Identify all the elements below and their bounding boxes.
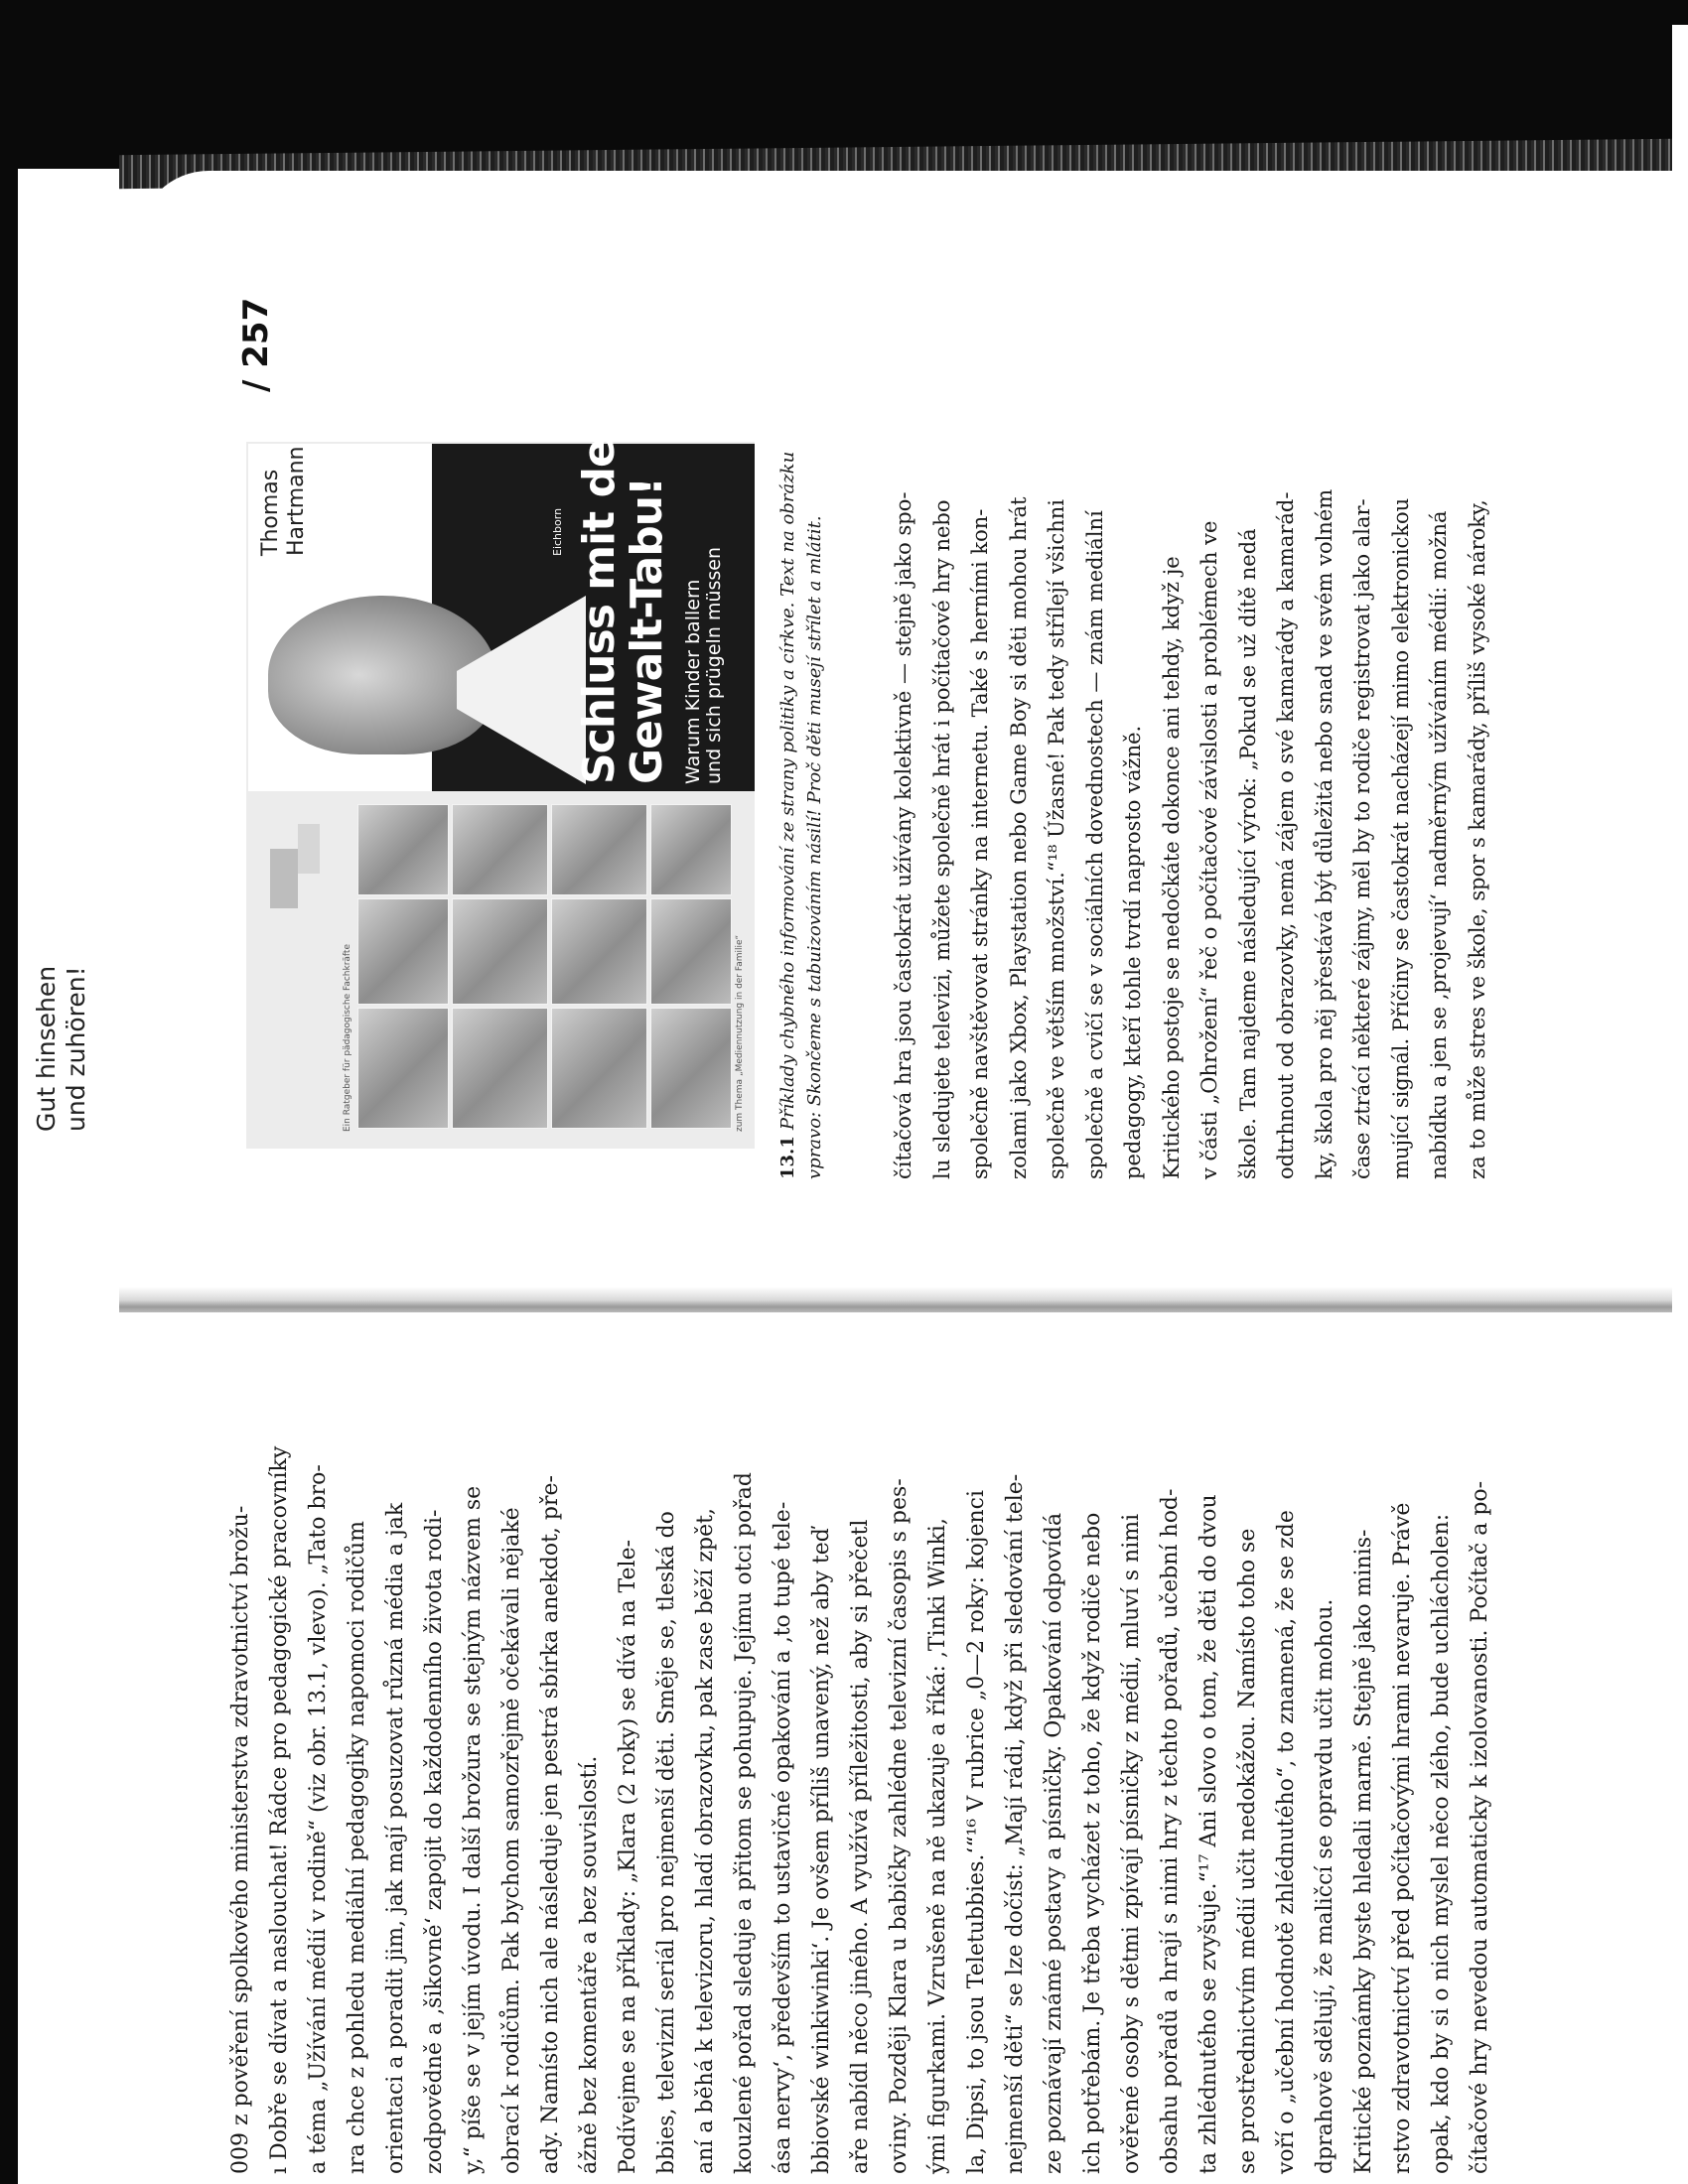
text-line: pedagogy, kteří tohle tvrdí naprosto vážně. — [1121, 725, 1145, 1179]
brochure-photo — [650, 1008, 732, 1129]
figure-caption — [779, 452, 833, 1179]
right-body-text — [894, 489, 1505, 1179]
scan-border-left — [0, 0, 18, 2184]
cover-title: Schluss mit dem Gewalt-Tabu! — [574, 394, 672, 784]
brochure-footer-text: zum Thema „Mediennutzung in der Familie“ — [735, 934, 745, 1132]
text-line: opak, kdo by si o nich myslel něco zlého, bude uchlácholen: — [1429, 1513, 1454, 2174]
brochure-photo — [452, 1008, 548, 1129]
cover-publisher-logo: Eichborn — [551, 507, 564, 556]
brochure-photo — [452, 804, 548, 895]
brochure-photo — [357, 898, 449, 1005]
brochure-photo — [357, 804, 449, 895]
text-line: čítačová hra jsou častokrát užívány kolektivně — stejně jako spo- — [892, 491, 915, 1179]
text-line: obrací k rodičům. Pak bychom samozřejmě očekávali nějaké — [499, 1507, 524, 2174]
text-line: bbiovské winkiwinki‘. Je ovšem příliš unavený, než aby teď — [809, 1528, 834, 2174]
text-line: ady. Namísto nich ale následuje jen pestrá sbírka anekdot, pře- — [538, 1475, 563, 2174]
scan-border-top — [0, 0, 1688, 25]
text-line: ta zhlédnutého se zvyšuje.“¹⁷ Ani slovo o tom, že děti do dvou — [1196, 1494, 1221, 2174]
text-line: za to může stres ve škole, spor s kamarády, příliš vysoké nároky, — [1465, 499, 1489, 1179]
text-line: společně navštěvovat stránky na internetu. Také s herními kon- — [968, 508, 992, 1179]
text-line: se prostřednictvím médií učit nedokážou. Namísto toho se — [1235, 1528, 1260, 2174]
text-line: čase ztrácí některé zájmy, měl by to rodiče registrovat jako alar- — [1350, 498, 1374, 1179]
text-line: ážně bez komentáře a bez souvislostí. — [577, 1755, 602, 2174]
cover-subtitle: Warum Kinder ballern und sich prügeln müssen — [682, 547, 725, 784]
caption-number: 13.1 — [777, 1136, 798, 1179]
text-line: voří o „učební hodnotě zhlédnutého“, to znamená, že se zde — [1274, 1510, 1299, 2174]
text-line: ky, škola pro něj přestává být důležitá nebo snad ve svém volném — [1312, 488, 1336, 1179]
text-line: společně ve větším množství.“¹⁸ Úžasné! Pak tedy střílejí všichni — [1045, 498, 1068, 1179]
brochure-photo — [551, 1008, 647, 1129]
text-line: ze poznávají známé postavy a písničky. Opakování odpovídá — [1042, 1512, 1066, 2174]
brochure-photo — [452, 898, 548, 1005]
text-line: společně a cvičí se v sociálních dovednostech — znám mediální — [1082, 510, 1107, 1179]
brochure-photo — [650, 898, 732, 1005]
text-line: Kritické poznámky byste hledali marně. Stejně jako minis- — [1351, 1529, 1376, 2174]
text-line: a téma „Užívání médií v rodině“ (viz obr. 13.1, vlevo). „Tato bro- — [306, 1464, 331, 2174]
text-line: rstvo zdravotnictví před počítačovými hrami nevaruje. Právě — [1390, 1502, 1415, 2174]
text-line: oviny. Později Klara u babičky zahlédne televizní časopis s pes- — [887, 1478, 912, 2174]
text-line: la, Dipsi, to jsou Teletubbies.‘“¹⁶ V rubrice „0—2 roky: kojenci — [964, 1489, 989, 2174]
brochure-logo — [270, 849, 298, 908]
text-line: nejmenší děti“ se lze dočíst: „Mají rádi, když při sledování tele- — [1003, 1473, 1028, 2174]
text-line: v části „Ohrožení“ řeč o počítačové závislosti a problémech ve — [1197, 520, 1221, 1179]
text-line: 009 z pověření spolkového ministerstva zdravotnictví brožu- — [228, 1505, 253, 2174]
text-line: Podívejme se na příklady: „Klara (2 roky) se dívá na Tele- — [616, 1539, 640, 2174]
text-line: aní a běhá k televizoru, hladí obrazovku, pak zase běží zpět, — [693, 1508, 718, 2174]
cover-author: Thomas Hartmann — [258, 446, 309, 556]
text-line: ich potřebám. Je třeba vycházet z toho, že když rodiče nebo — [1080, 1512, 1105, 2174]
text-line: aře nabídl něco jiného. A využívá příležitosti, aby si přečetl — [848, 1519, 873, 2174]
brochure-title: Gut hinsehen und zuhören! — [32, 965, 90, 1132]
caption-text: Příklady chybného informování ze strany politiky a církve. Text na obrázku — [777, 451, 798, 1131]
text-line: Kritického postoje se nedočkáte dokonce ani tehdy, když je — [1159, 556, 1184, 1179]
text-line: orientaci a poradit jim, jak mají posuzovat různá média a jak — [383, 1502, 408, 2174]
text-line: obsahu pořadů a hrají s nimi hry z těchto pořadů, učební hod- — [1158, 1488, 1183, 2174]
text-line: mující signál. Příčiny se častokrát nacházejí mimo elektronickou — [1388, 497, 1413, 1179]
text-line: ověřené osoby s dětmi zpívají písničky z médií, mluví s nimi — [1119, 1513, 1144, 2174]
text-line: škole. Tam najdeme následující výrok: „Pokud se už dítě nedá — [1235, 528, 1260, 1179]
text-line: ými figurkami. Vzrušeně na ně ukazuje a říká: ‚Tinki Winki, — [925, 1518, 950, 2174]
text-line: zodpovědně a ‚šikovně‘ zapojit do každodenního života rodi- — [422, 1509, 447, 2174]
text-line: bbies, televizní seriál pro nejmenší děti. Směje se, tleská do — [654, 1511, 679, 2174]
brochure-logo-2 — [298, 824, 320, 874]
page-number: / 257 — [236, 297, 276, 392]
text-line: y,“ píše se v jejím úvodu. I další brožura se stejným názvem se — [461, 1485, 486, 2174]
text-line: kouzlené pořad sleduje a přitom se pohupuje. Jejímu otci pořad — [732, 1472, 757, 2174]
text-line: čítačové hry nevedou automaticky k izolovanosti. Počítač a po- — [1468, 1480, 1492, 2174]
text-line: ása nervy‘, především to ustavičné opakování a ‚to tupé tele- — [771, 1501, 795, 2174]
caption-text: vpravo: Skončeme s tabuizováním násilí! Proč děti musejí střílet a mlátit. — [804, 515, 825, 1179]
brochure-subtitle: Ein Ratgeber für pädagogische Fachkräfte — [343, 944, 352, 1132]
text-line: ı Dobře se dívat a naslouchat! Rádce pro pedagogické pracovníky — [267, 1445, 292, 2174]
brochure-photo — [551, 898, 647, 1005]
text-line: lu sledujete televizi, můžete společně hrát i počítačové hry nebo — [929, 499, 954, 1179]
text-line: nabídku a jen se ‚projevují‘ nadměrným užíváním médií: možná — [1427, 510, 1451, 1179]
text-line: dprahově sdělují, že maličcí se opravdu učit mohou. — [1313, 1598, 1337, 2174]
brochure-photo — [357, 1008, 449, 1129]
text-line: zolami jako Xbox, Playstation nebo Game Boy si děti mohou hrát — [1006, 496, 1031, 1179]
left-body-text — [230, 1446, 1508, 2174]
text-line: odtrhnout od obrazovky, nemá zájem o své kamarády a kamarád- — [1274, 491, 1298, 1179]
brochure-photo — [650, 804, 732, 895]
brochure-photo — [551, 804, 647, 895]
text-line: ıra chce z pohledu mediální pedagogiky napomoci rodičům — [345, 1520, 369, 2174]
